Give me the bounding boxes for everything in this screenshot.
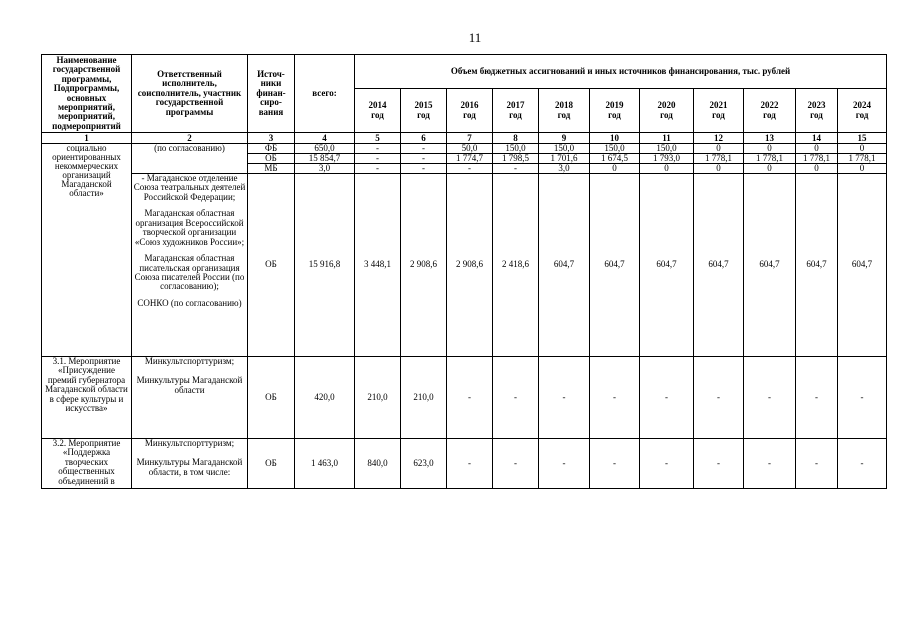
table-row	[42, 357, 887, 439]
row-value: 0	[744, 164, 796, 174]
header-year	[401, 89, 447, 133]
executor-item: Минкультуры Магаданской области	[136, 375, 243, 395]
row-value: -	[796, 439, 838, 489]
row-value: 0	[640, 164, 694, 174]
row-value: 2 908,6	[401, 174, 447, 357]
row-value: 3,0	[539, 164, 590, 174]
row-executor: (по согласованию)	[132, 144, 248, 174]
row-value: -	[447, 357, 493, 439]
executor-item: - Магаданское отделение Союза театральных деятелей Российской Федерации;	[133, 173, 246, 202]
row-value: 840,0	[355, 439, 401, 489]
row-value: 623,0	[401, 439, 447, 489]
row-total: 15 854,7	[295, 154, 355, 164]
row-value: 150,0	[493, 144, 539, 154]
row-value: 1 778,1	[796, 154, 838, 164]
row-value: 0	[590, 164, 640, 174]
row-value: 1 774,7	[447, 154, 493, 164]
row-value: -	[694, 357, 744, 439]
header-year-part: год	[463, 109, 476, 120]
row-source: ОБ	[248, 154, 295, 164]
row-source: ОБ	[248, 357, 295, 439]
header-year	[744, 89, 796, 133]
executor-item: Минкультспорттуризм;	[144, 356, 235, 366]
header-year	[355, 89, 401, 133]
column-number: 12	[694, 133, 744, 144]
row-value: 1 674,5	[590, 154, 640, 164]
row-value: -	[401, 144, 447, 154]
header-year-part: год	[660, 109, 673, 120]
row-value: 50,0	[447, 144, 493, 154]
row-value: -	[401, 164, 447, 174]
header-year-part: год	[608, 109, 621, 120]
table-row	[42, 174, 887, 357]
row-total: 1 463,0	[295, 439, 355, 489]
column-number: 10	[590, 133, 640, 144]
row-value: -	[539, 357, 590, 439]
header-year-part: год	[371, 109, 384, 120]
row-value: -	[744, 357, 796, 439]
row-name: социально ориентированных некоммерческих организаций Магаданской области»	[42, 144, 132, 357]
row-value: 0	[744, 144, 796, 154]
row-source: МБ	[248, 164, 295, 174]
header-year-part: год	[855, 109, 869, 120]
row-value: -	[355, 144, 401, 154]
row-value: 1 778,1	[838, 154, 887, 164]
row-value: -	[355, 164, 401, 174]
header-source: Источ-ники финан-сиро-вания	[248, 55, 295, 133]
executor-item: СОНКО (по согласованию)	[137, 297, 242, 308]
header-year-part: 2019	[605, 100, 624, 111]
row-value: -	[355, 154, 401, 164]
row-value: -	[838, 439, 887, 489]
row-value: 604,7	[590, 174, 640, 357]
header-year	[493, 89, 539, 133]
row-value: -	[447, 164, 493, 174]
row-value: -	[640, 439, 694, 489]
row-value: -	[590, 357, 640, 439]
header-year-part: 2022	[760, 100, 779, 111]
executor-item: Минкультуры Магаданской области, в том числе:	[136, 457, 243, 477]
executor-item: Магаданская областная писательская организация Союза писателей России (по согласованию);	[134, 253, 245, 292]
row-value: -	[744, 439, 796, 489]
row-source: ОБ	[248, 174, 295, 357]
row-name: 3.2. Мероприятие «Поддержка творческих общественных объединений в	[42, 439, 132, 489]
column-number: 6	[401, 133, 447, 144]
row-value: 604,7	[796, 174, 838, 357]
row-value: -	[694, 439, 744, 489]
column-numbers-row	[42, 133, 887, 144]
header-year-part: 2018	[555, 100, 573, 111]
header-year-part: 2020	[657, 100, 676, 111]
row-value: 3 448,1	[355, 174, 401, 357]
header-year-part: год	[557, 109, 571, 120]
header-year-part: 2014	[368, 100, 387, 111]
header-year	[590, 89, 640, 133]
row-source: ФБ	[248, 144, 295, 154]
header-name: Наименование государственной программы, Подпрограммы, основных мероприятий, мероприятий, подмероприятий	[42, 55, 132, 133]
header-year	[796, 89, 838, 133]
row-value: 1 778,1	[694, 154, 744, 164]
column-number: 3	[248, 133, 295, 144]
column-number: 15	[838, 133, 887, 144]
header-year-part: 2023	[807, 100, 826, 111]
row-value: 150,0	[590, 144, 640, 154]
row-value: -	[401, 154, 447, 164]
row-value: -	[796, 357, 838, 439]
row-executor	[132, 357, 248, 439]
row-source: ОБ	[248, 439, 295, 489]
header-year-part: 2016	[460, 100, 479, 111]
header-year-part: год	[417, 109, 430, 120]
row-value: -	[493, 439, 539, 489]
row-value: -	[447, 439, 493, 489]
header-year	[838, 89, 887, 133]
row-value: 0	[694, 164, 744, 174]
row-value: 210,0	[355, 357, 401, 439]
header-year	[640, 89, 694, 133]
header-year-part: 2021	[709, 100, 728, 111]
header-year	[694, 89, 744, 133]
row-value: 0	[694, 144, 744, 154]
row-value: 150,0	[640, 144, 694, 154]
row-value: 0	[838, 144, 887, 154]
page-number: 11	[468, 30, 482, 45]
row-value: -	[590, 439, 640, 489]
row-value: -	[493, 357, 539, 439]
row-value: 604,7	[694, 174, 744, 357]
row-value: 0	[838, 164, 887, 174]
column-number: 11	[640, 133, 694, 144]
column-number: 5	[355, 133, 401, 144]
row-total: 3,0	[295, 164, 355, 174]
row-value: 1 798,5	[493, 154, 539, 164]
header-executor: Ответственный исполнитель, соисполнитель, участник государственной программы	[132, 55, 248, 133]
column-number: 13	[744, 133, 796, 144]
row-total: 15 916,8	[295, 174, 355, 357]
executor-item: Магаданская областная организация Всероссийской творческой организации «Союз художников России»;	[134, 208, 245, 247]
row-value: 2 908,6	[447, 174, 493, 357]
header-year	[539, 89, 590, 133]
row-value: 0	[796, 164, 838, 174]
column-number: 8	[493, 133, 539, 144]
row-value: 604,7	[838, 174, 887, 357]
column-number: 2	[132, 133, 248, 144]
column-number: 7	[447, 133, 493, 144]
column-number: 14	[796, 133, 838, 144]
row-value: 150,0	[539, 144, 590, 154]
executor-item: Минкультспорттуризм;	[144, 438, 235, 448]
header-year-part: год	[763, 109, 776, 120]
row-value: 1 793,0	[640, 154, 694, 164]
header-year	[447, 89, 493, 133]
column-number: 9	[539, 133, 590, 144]
row-value: 210,0	[401, 357, 447, 439]
row-value: 604,7	[744, 174, 796, 357]
row-name: 3.1. Мероприятие «Присуждение премий губернатора Магаданской области в сфере культуры и искусства»	[42, 357, 132, 439]
table-row	[42, 144, 887, 154]
header-funding-title: Объем бюджетных ассигнований и иных источников финансирования, тыс. рублей	[355, 55, 887, 89]
header-year-part: год	[712, 109, 725, 120]
header-total: всего:	[295, 55, 355, 133]
row-value: -	[493, 164, 539, 174]
row-value: 1 701,6	[539, 154, 590, 164]
row-value: -	[838, 357, 887, 439]
header-year-part: год	[810, 109, 823, 120]
row-value: -	[539, 439, 590, 489]
row-value: 1 778,1	[744, 154, 796, 164]
row-value: 604,7	[640, 174, 694, 357]
header-year-part: 2015	[414, 100, 433, 111]
header-year-part: год	[509, 109, 522, 120]
column-number: 1	[42, 133, 132, 144]
table-row	[42, 439, 887, 489]
row-value: -	[640, 357, 694, 439]
budget-table	[41, 54, 887, 489]
row-executor-list	[132, 174, 248, 357]
header-year-part: 2017	[506, 100, 525, 111]
row-total: 650,0	[295, 144, 355, 154]
header-year-part: 2024	[853, 100, 872, 111]
row-value: 0	[796, 144, 838, 154]
row-value: 604,7	[539, 174, 590, 357]
column-number: 4	[295, 133, 355, 144]
row-executor	[132, 439, 248, 489]
row-value: 2 418,6	[493, 174, 539, 357]
row-total: 420,0	[295, 357, 355, 439]
